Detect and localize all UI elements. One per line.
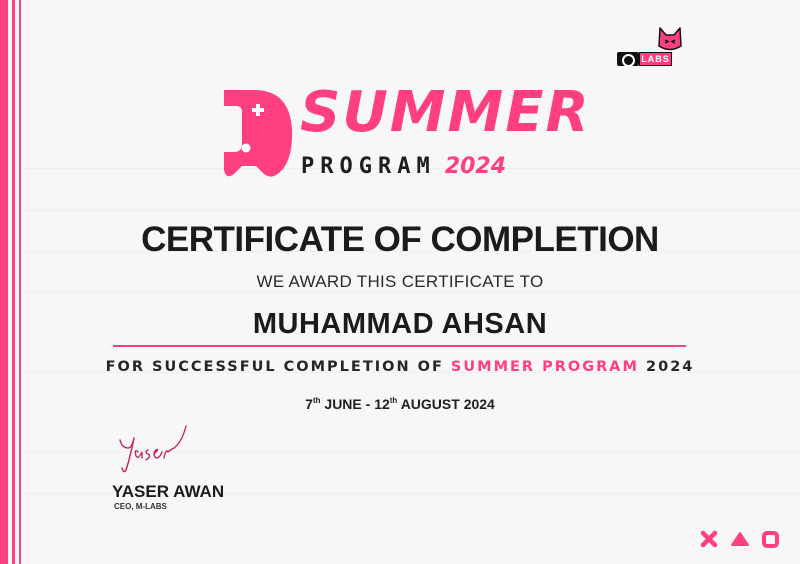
start-rest: JUNE - 12	[320, 396, 390, 412]
program-year: 2024	[444, 154, 507, 179]
completion-prefix: FOR SUCCESSFUL COMPLETION OF	[105, 359, 444, 375]
signatory-name: YASER AWAN	[112, 482, 225, 501]
recipient-name: MUHAMMAD AHSAN	[252, 308, 548, 340]
completion-line	[0, 359, 800, 375]
end-suffix: th	[389, 396, 398, 405]
m-badge-icon	[617, 52, 639, 66]
certificate-title: CERTIFICATE OF COMPLETION	[141, 220, 659, 259]
program-word: PROGRAM	[301, 154, 436, 179]
program-dates	[0, 396, 800, 412]
square-icon	[764, 533, 777, 546]
award-line: WE AWARD THIS CERTIFICATE TO	[256, 272, 544, 291]
signature-image	[112, 418, 192, 476]
labs-wordmark: LABS	[639, 52, 672, 66]
start-day: 7	[305, 396, 313, 412]
cross-icon	[703, 533, 715, 545]
gamepad-d-icon	[222, 86, 294, 180]
m-labs-logo	[617, 26, 681, 70]
cat-icon	[657, 26, 683, 54]
completion-program: SUMMER PROGRAM	[450, 359, 639, 375]
program-heading	[301, 154, 506, 180]
start-suffix: th	[312, 396, 321, 405]
signatory-title: CEO, M-LABS	[114, 502, 167, 511]
summer-heading: SUMMER	[300, 80, 591, 145]
name-underline	[113, 345, 686, 347]
decorative-shapes	[700, 529, 782, 549]
completion-year: 2024	[646, 359, 695, 375]
end-rest: AUGUST 2024	[397, 396, 495, 412]
triangle-icon	[732, 533, 748, 545]
